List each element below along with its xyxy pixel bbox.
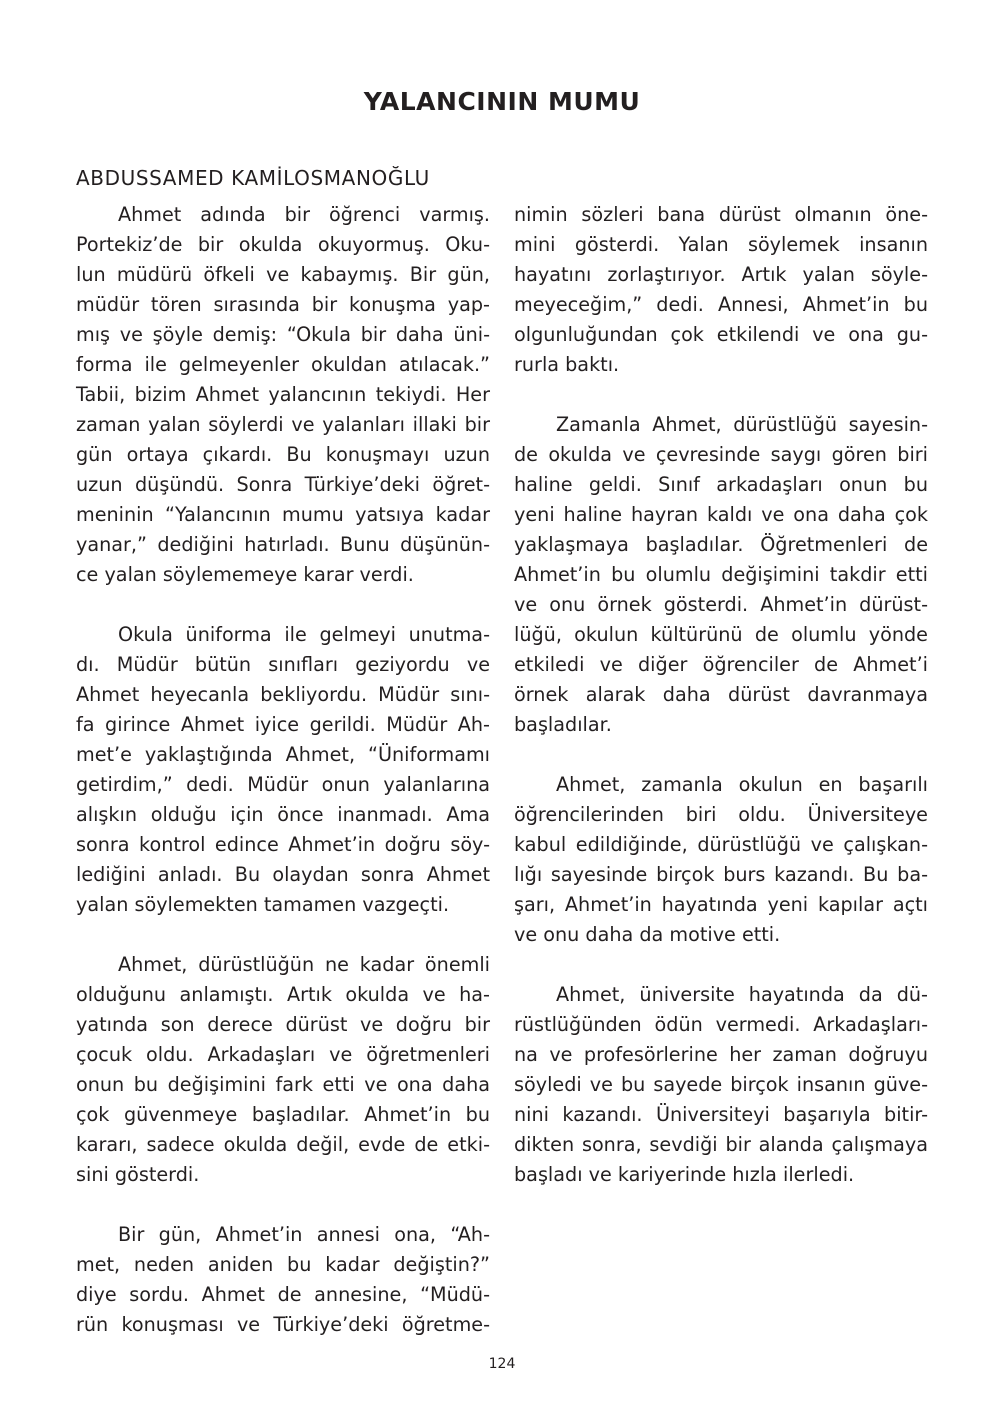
text-line: etkiledi ve diğer öğrenciler de Ahmet’i <box>514 653 928 676</box>
text-line: Ahmet, zamanla okulun en başarılı <box>556 773 928 796</box>
text-line: forma ile gelmeyenler okuldan atılacak.” <box>76 353 490 376</box>
text-line: zaman yalan söylerdi ve yalanları illaki bir <box>76 413 490 436</box>
text-line: Ahmet, üniversite hayatında da dü- <box>556 983 928 1006</box>
text-line: örnek alarak daha dürüst davranmaya <box>514 683 928 706</box>
text-line: rüstlüğünden ödün vermedi. Arkadaşları- <box>514 1013 928 1036</box>
text-line: dikten sonra, sevdiği bir alanda çalışmaya <box>514 1133 928 1156</box>
text-line: lediğini anladı. Bu olaydan sonra Ahmet <box>76 863 490 886</box>
text-line: yanar,” dediğini hatırladı. Bunu düşünün- <box>76 533 490 556</box>
paragraph <box>76 620 490 920</box>
right-column <box>514 200 928 1220</box>
text-line: Ahmet, dürüstlüğün ne kadar önemli <box>118 953 490 976</box>
text-line: lığı sayesinde birçok burs kazandı. Bu ba- <box>514 863 928 886</box>
text-line: haline geldi. Sınıf arkadaşları onun bu <box>514 473 928 496</box>
text-line: fa girince Ahmet iyice gerildi. Müdür Ah- <box>76 713 490 736</box>
text-line: met’e yaklaştığında Ahmet, “Üniformamı <box>76 743 490 766</box>
paragraph <box>76 950 490 1190</box>
paragraph <box>514 980 928 1190</box>
text-line: çok güvenmeye başladılar. Ahmet’in bu <box>76 1103 490 1126</box>
paragraph <box>514 770 928 950</box>
text-line: Okula üniforma ile gelmeyi unutma- <box>118 623 490 646</box>
text-line: sini gösterdi. <box>76 1163 200 1186</box>
text-line: gün ortaya çıkardı. Bu konuşmayı uzun <box>76 443 490 466</box>
paragraph <box>76 1220 490 1340</box>
text-line: çocuk oldu. Arkadaşları ve öğretmenleri <box>76 1043 490 1066</box>
text-line: lüğü, okulun kültürünü de olumlu yönde <box>514 623 928 646</box>
text-line: yalan söylemekten tamamen vazgeçti. <box>76 893 450 916</box>
text-line: müdür tören sırasında bir konuşma yap- <box>76 293 490 316</box>
text-line: lun müdürü öfkeli ve kabaymış. Bir gün, <box>76 263 490 286</box>
text-line: meninin “Yalancının mumu yatsıya kadar <box>76 503 490 526</box>
text-line: mış ve şöyle demiş: “Okula bir daha üni- <box>76 323 490 346</box>
left-column <box>76 200 490 1370</box>
text-line: meyeceğim,” dedi. Annesi, Ahmet’in bu <box>514 293 928 316</box>
paragraph <box>76 200 490 590</box>
text-line: onun bu değişimini fark etti ve ona daha <box>76 1073 490 1096</box>
text-line: rün konuşması ve Türkiye’deki öğretme- <box>76 1313 490 1336</box>
paragraph <box>514 200 928 380</box>
text-line: şarı, Ahmet’in hayatında yeni kapılar açtı <box>514 893 928 916</box>
text-line: nini kazandı. Üniversiteyi başarıyla bitir- <box>514 1103 928 1126</box>
text-line: ce yalan söylememeye karar verdi. <box>76 563 414 586</box>
text-line: Zamanla Ahmet, dürüstlüğü sayesin- <box>556 413 928 436</box>
text-line: Ahmet heyecanla bekliyordu. Müdür sını- <box>76 683 490 706</box>
text-line: met, neden aniden bu kadar değiştin?” <box>76 1253 490 1276</box>
text-line: diye sordu. Ahmet de annesine, “Müdü- <box>76 1283 490 1306</box>
text-line: yatında son derece dürüst ve doğru bir <box>76 1013 490 1036</box>
text-line: hayatını zorlaştırıyor. Artık yalan söyle- <box>514 263 928 286</box>
page-title: YALANCININ MUMU <box>363 86 641 116</box>
author-name: ABDUSSAMED KAMİLOSMANOĞLU <box>76 166 430 190</box>
text-line: Ahmet adında bir öğrenci varmış. <box>118 203 490 226</box>
page-number: 124 <box>488 1356 516 1372</box>
text-line: olgunluğundan çok etkilendi ve ona gu- <box>514 323 928 346</box>
text-line: olduğunu anlamıştı. Artık okulda ve ha- <box>76 983 490 1006</box>
text-line: ve onu daha da motive etti. <box>514 923 781 946</box>
text-line: Bir gün, Ahmet’in annesi ona, “Ah- <box>118 1223 490 1246</box>
text-line: dı. Müdür bütün sınıfları geziyordu ve <box>76 653 490 676</box>
text-line: uzun düşündü. Sonra Türkiye’deki öğret- <box>76 473 490 496</box>
text-line: yaklaşmaya başladılar. Öğretmenleri de <box>514 533 928 556</box>
text-line: kabul edildiğinde, dürüstlüğü ve çalışkan- <box>514 833 928 856</box>
text-line: na ve profesörlerine her zaman doğruyu <box>514 1043 928 1066</box>
text-line: getirdim,” dedi. Müdür onun yalanlarına <box>76 773 490 796</box>
text-line: başladı ve kariyerinde hızla ilerledi. <box>514 1163 855 1186</box>
text-line: sonra kontrol edince Ahmet’in doğru söy- <box>76 833 490 856</box>
text-line: Tabii, bizim Ahmet yalancının tekiydi. Her <box>76 383 490 406</box>
text-line: Ahmet’in bu olumlu değişimini takdir etti <box>514 563 928 586</box>
paragraph <box>514 410 928 740</box>
text-line: nimin sözleri bana dürüst olmanın öne- <box>514 203 928 226</box>
text-line: rurla baktı. <box>514 353 620 376</box>
text-line: Portekiz’de bir okulda okuyormuş. Oku- <box>76 233 490 256</box>
text-line: söyledi ve bu sayede birçok insanın güve- <box>514 1073 928 1096</box>
text-line: başladılar. <box>514 713 612 736</box>
text-line: öğrencilerinden biri oldu. Üniversiteye <box>514 803 928 826</box>
text-line: de okulda ve çevresinde saygı gören biri <box>514 443 928 466</box>
text-line: alışkın olduğu için önce inanmadı. Ama <box>76 803 490 826</box>
text-line: kararı, sadece okulda değil, evde de etki- <box>76 1133 490 1156</box>
text-line: mini gösterdi. Yalan söylemek insanın <box>514 233 928 256</box>
text-line: yeni haline hayran kaldı ve ona daha çok <box>514 503 928 526</box>
text-line: ve onu örnek gösterdi. Ahmet’in dürüst- <box>514 593 928 616</box>
